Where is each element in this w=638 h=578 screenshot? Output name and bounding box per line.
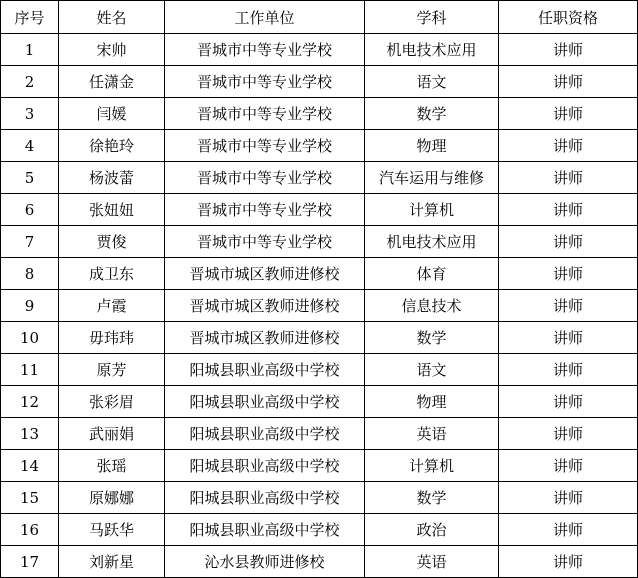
serial-cell: 5 <box>1 162 59 194</box>
subject-cell: 英语 <box>365 546 499 578</box>
name-cell: 毋玮玮 <box>59 322 165 354</box>
name-cell: 张妞妞 <box>59 194 165 226</box>
subject-cell: 机电技术应用 <box>365 34 499 66</box>
qualification-cell: 讲师 <box>499 34 638 66</box>
name-cell: 马跃华 <box>59 514 165 546</box>
subject-cell: 语文 <box>365 66 499 98</box>
header-subject: 学科 <box>365 1 499 34</box>
work-unit-cell: 晋城市中等专业学校 <box>165 194 365 226</box>
table-row <box>1 194 638 226</box>
work-unit-cell: 晋城市城区教师进修校 <box>165 258 365 290</box>
work-unit-cell: 沁水县教师进修校 <box>165 546 365 578</box>
qualification-cell: 讲师 <box>499 98 638 130</box>
serial-cell: 16 <box>1 514 59 546</box>
serial-cell: 2 <box>1 66 59 98</box>
table-row <box>1 386 638 418</box>
subject-cell: 计算机 <box>365 450 499 482</box>
subject-cell: 英语 <box>365 418 499 450</box>
name-cell: 任潇金 <box>59 66 165 98</box>
table-header-row <box>1 1 638 34</box>
work-unit-cell: 晋城市中等专业学校 <box>165 98 365 130</box>
qualification-cell: 讲师 <box>499 290 638 322</box>
serial-cell: 10 <box>1 322 59 354</box>
work-unit-cell: 阳城县职业高级中学校 <box>165 482 365 514</box>
name-cell: 杨波蕾 <box>59 162 165 194</box>
qualification-cell: 讲师 <box>499 418 638 450</box>
subject-cell: 计算机 <box>365 194 499 226</box>
work-unit-cell: 阳城县职业高级中学校 <box>165 354 365 386</box>
table-row <box>1 66 638 98</box>
subject-cell: 汽车运用与维修 <box>365 162 499 194</box>
table-row <box>1 418 638 450</box>
serial-cell: 9 <box>1 290 59 322</box>
name-cell: 原娜娜 <box>59 482 165 514</box>
name-cell: 卢霞 <box>59 290 165 322</box>
name-cell: 贾俊 <box>59 226 165 258</box>
subject-cell: 数学 <box>365 98 499 130</box>
work-unit-cell: 阳城县职业高级中学校 <box>165 450 365 482</box>
table-row <box>1 322 638 354</box>
qualification-cell: 讲师 <box>499 450 638 482</box>
work-unit-cell: 晋城市城区教师进修校 <box>165 322 365 354</box>
table-row <box>1 514 638 546</box>
work-unit-cell: 晋城市中等专业学校 <box>165 130 365 162</box>
subject-cell: 机电技术应用 <box>365 226 499 258</box>
header-qualification: 任职资格 <box>499 1 638 34</box>
subject-cell: 物理 <box>365 386 499 418</box>
qualification-cell: 讲师 <box>499 258 638 290</box>
table-row <box>1 354 638 386</box>
work-unit-cell: 晋城市中等专业学校 <box>165 226 365 258</box>
table-row <box>1 290 638 322</box>
subject-cell: 数学 <box>365 322 499 354</box>
qualification-cell: 讲师 <box>499 194 638 226</box>
qualification-cell: 讲师 <box>499 162 638 194</box>
table-row <box>1 482 638 514</box>
serial-cell: 13 <box>1 418 59 450</box>
name-cell: 成卫东 <box>59 258 165 290</box>
qualification-cell: 讲师 <box>499 482 638 514</box>
qualification-cell: 讲师 <box>499 354 638 386</box>
table-row <box>1 98 638 130</box>
serial-cell: 15 <box>1 482 59 514</box>
serial-cell: 6 <box>1 194 59 226</box>
name-cell: 张瑶 <box>59 450 165 482</box>
table-body <box>1 34 638 578</box>
table-row <box>1 258 638 290</box>
name-cell: 徐艳玲 <box>59 130 165 162</box>
qualification-cell: 讲师 <box>499 514 638 546</box>
header-serial-number: 序号 <box>1 1 59 34</box>
table-row <box>1 226 638 258</box>
work-unit-cell: 晋城市城区教师进修校 <box>165 290 365 322</box>
serial-cell: 11 <box>1 354 59 386</box>
serial-cell: 4 <box>1 130 59 162</box>
name-cell: 闫媛 <box>59 98 165 130</box>
serial-cell: 8 <box>1 258 59 290</box>
header-work-unit: 工作单位 <box>165 1 365 34</box>
name-cell: 宋帅 <box>59 34 165 66</box>
subject-cell: 信息技术 <box>365 290 499 322</box>
work-unit-cell: 阳城县职业高级中学校 <box>165 386 365 418</box>
serial-cell: 7 <box>1 226 59 258</box>
table-row <box>1 162 638 194</box>
name-cell: 原芳 <box>59 354 165 386</box>
serial-cell: 1 <box>1 34 59 66</box>
qualification-cell: 讲师 <box>499 130 638 162</box>
subject-cell: 政治 <box>365 514 499 546</box>
table-row <box>1 34 638 66</box>
qualification-cell: 讲师 <box>499 226 638 258</box>
header-name: 姓名 <box>59 1 165 34</box>
table-row <box>1 130 638 162</box>
subject-cell: 体育 <box>365 258 499 290</box>
work-unit-cell: 晋城市中等专业学校 <box>165 66 365 98</box>
work-unit-cell: 阳城县职业高级中学校 <box>165 514 365 546</box>
serial-cell: 17 <box>1 546 59 578</box>
name-cell: 张彩眉 <box>59 386 165 418</box>
subject-cell: 语文 <box>365 354 499 386</box>
serial-cell: 12 <box>1 386 59 418</box>
qualification-cell: 讲师 <box>499 386 638 418</box>
work-unit-cell: 晋城市中等专业学校 <box>165 162 365 194</box>
work-unit-cell: 晋城市中等专业学校 <box>165 34 365 66</box>
name-cell: 武丽娟 <box>59 418 165 450</box>
name-cell: 刘新星 <box>59 546 165 578</box>
serial-cell: 3 <box>1 98 59 130</box>
serial-cell: 14 <box>1 450 59 482</box>
qualification-cell: 讲师 <box>499 546 638 578</box>
qualification-cell: 讲师 <box>499 322 638 354</box>
qualification-cell: 讲师 <box>499 66 638 98</box>
table-row <box>1 450 638 482</box>
table-row <box>1 546 638 578</box>
subject-cell: 数学 <box>365 482 499 514</box>
work-unit-cell: 阳城县职业高级中学校 <box>165 418 365 450</box>
subject-cell: 物理 <box>365 130 499 162</box>
